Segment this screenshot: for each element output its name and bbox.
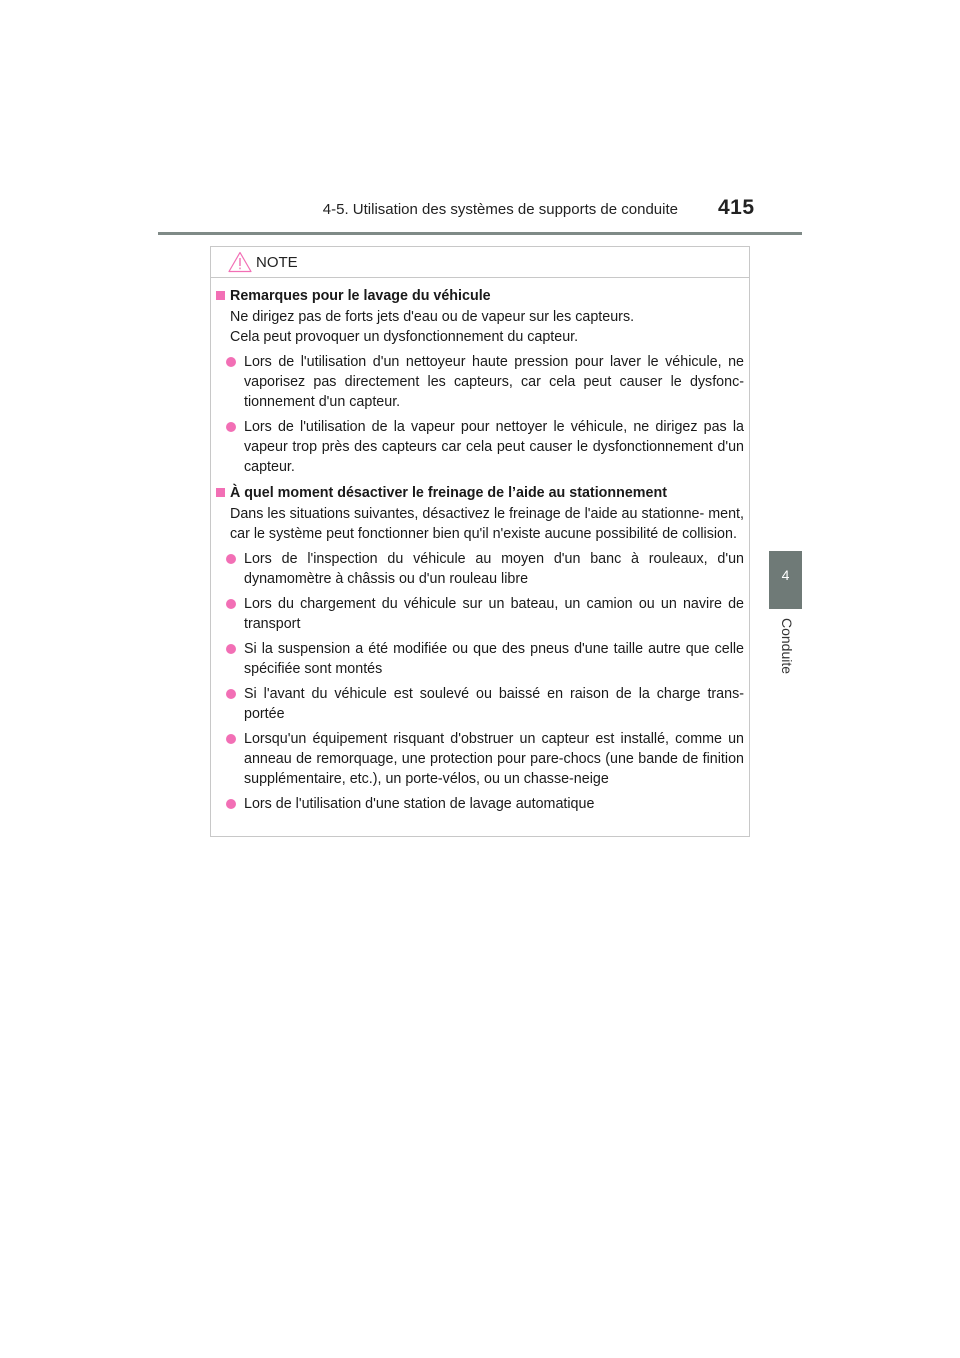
- note-title: NOTE: [256, 254, 298, 271]
- list-item: Lors du chargement du véhicule sur un bateau, un camion ou un navire de transport: [214, 594, 744, 634]
- round-bullet-icon: [226, 599, 236, 609]
- page-number: 415: [718, 196, 755, 219]
- section-paragraph: Dans les situations suivantes, désactivez le freinage de l'aide au stationne- ment, car le système peut fonctionner bien qu'il n'existe aucune possibilité de collision.: [230, 506, 744, 542]
- list-item: Lors de l'inspection du véhicule au moyen d'un banc à rouleaux, d'un dynamomètre à châssis ou d'un rouleau libre: [214, 549, 744, 589]
- list-item: Lors de l'utilisation de la vapeur pour nettoyer le véhicule, ne dirigez pas la vapeur trop près des capteurs car cela peut causer le dysfonctionnement d'un capteur.: [214, 417, 744, 477]
- chapter-title: 4-5. Utilisation des systèmes de supports de conduite: [322, 201, 678, 218]
- square-bullet-icon: [216, 291, 225, 300]
- list-item: Lorsqu'un équipement risquant d'obstruer un capteur est installé, comme un anneau de remorquage, une protection pour pare-chocs (une bande de finition supplémentaire, etc.), un porte-vélos, ou un chasse-neige: [214, 729, 744, 789]
- round-bullet-icon: [226, 689, 236, 699]
- chapter-tab: [769, 551, 802, 609]
- chapter-tab-number: 4: [781, 567, 790, 583]
- round-bullet-icon: [226, 422, 236, 432]
- list-item: Si l'avant du véhicule est soulevé ou baissé en raison de la charge trans- portée: [214, 684, 744, 724]
- list-item: Lors de l'utilisation d'un nettoyeur haute pression pour laver le véhicule, ne vaporisez pas directement les capteurs, car cela peut causer le dysfonc- tionnement d'un capteur.: [214, 352, 744, 412]
- round-bullet-icon: [226, 554, 236, 564]
- note-body: [214, 286, 744, 814]
- section-title: À quel moment désactiver le freinage de l’aide au stationnement: [214, 483, 744, 503]
- header-divider: [158, 232, 802, 235]
- note-box: [210, 246, 750, 837]
- section-paragraph: Ne dirigez pas de forts jets d'eau ou de vapeur sur les capteurs.: [230, 309, 635, 325]
- round-bullet-icon: [226, 644, 236, 654]
- round-bullet-icon: [226, 734, 236, 744]
- section-title: Remarques pour le lavage du véhicule: [214, 286, 744, 306]
- note-header: [211, 247, 749, 278]
- list-item: Lors de l'utilisation d'une station de lavage automatique: [214, 794, 744, 814]
- warning-triangle-icon: [228, 251, 252, 273]
- list-item: Si la suspension a été modifiée ou que des pneus d'une taille autre que celle spécifiée sont montés: [214, 639, 744, 679]
- square-bullet-icon: [216, 488, 225, 497]
- round-bullet-icon: [226, 799, 236, 809]
- section-paragraph: Cela peut provoquer un dysfonctionnement du capteur.: [230, 329, 579, 345]
- chapter-tab-label: Conduite: [779, 618, 795, 675]
- round-bullet-icon: [226, 357, 236, 367]
